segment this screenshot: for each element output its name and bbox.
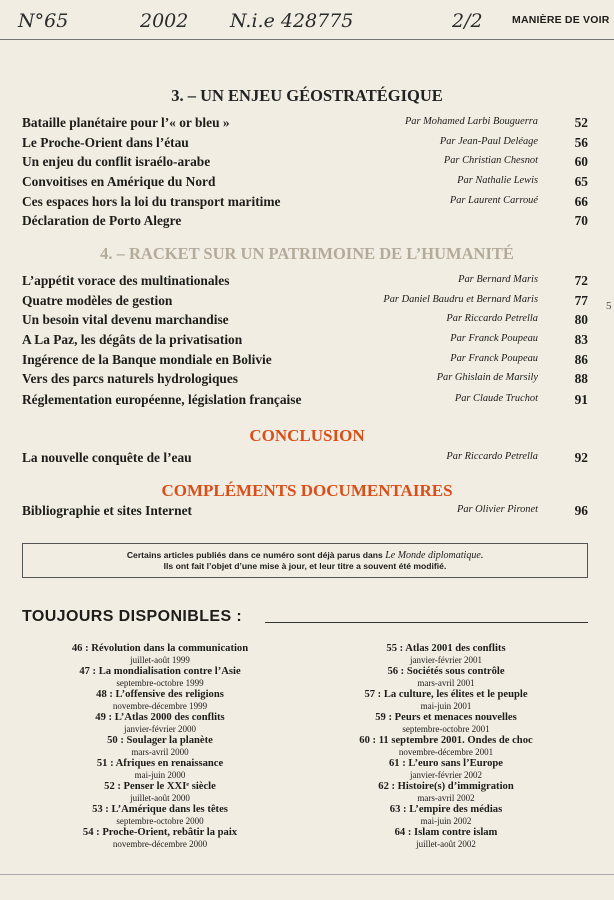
toc-entry-title: La nouvelle conquête de l’eau xyxy=(22,450,192,465)
issue-title: 57 : La culture, les élites et le peuple xyxy=(364,689,528,700)
toc-entry-page: 88 xyxy=(574,371,588,386)
issue-date: mars-avril 2002 xyxy=(417,793,475,803)
toc-entry-author: Par Jean-Paul Deléage xyxy=(439,136,538,147)
toc-entry-page: 52 xyxy=(574,115,588,130)
issue-title: 47 : La mondialisation contre l’Asie xyxy=(79,666,241,677)
toc-entry-author: Par Riccardo Petrella xyxy=(446,451,538,462)
toc-entry-title: Quatre modèles de gestion xyxy=(22,293,173,308)
issue-date: mai-juin 2002 xyxy=(420,816,472,826)
available-issue xyxy=(316,804,576,827)
note-line1-suffix: . xyxy=(480,550,484,560)
header-divider xyxy=(0,39,614,40)
issue-title: 56 : Sociétés sous contrôle xyxy=(387,666,505,677)
toc-entry-author: Par Mohamed Larbi Bouguerra xyxy=(404,116,538,127)
issue-title: 60 : 11 septembre 2001. Ondes de choc xyxy=(359,735,533,746)
note-line2: Ils ont fait l’objet d’une mise à jour, et leur titre a souvent été modifié. xyxy=(163,561,447,571)
toc-entry-author: Par Claude Truchot xyxy=(454,393,538,404)
conclusion-title: CONCLUSION xyxy=(249,426,365,445)
available-issue xyxy=(30,735,290,758)
toc-entry-title: Un enjeu du conflit israélo-arabe xyxy=(22,154,211,169)
toc-entry-title: Le Proche-Orient dans l’étau xyxy=(22,135,189,150)
available-issue xyxy=(316,666,576,689)
issue-date: novembre-décembre 1999 xyxy=(112,701,208,711)
toc-entry-author: Par Olivier Pironet xyxy=(457,504,538,515)
available-issue xyxy=(316,827,576,850)
toc-entry-author: Par Daniel Baudru et Bernard Maris xyxy=(383,294,538,305)
publication-brand: MANIÈRE DE VOIR xyxy=(512,14,610,26)
toc-entry xyxy=(22,174,588,192)
toc-entry-author: Par Christian Chesnot xyxy=(443,155,538,166)
issue-date: septembre-octobre 2001 xyxy=(402,724,490,734)
toc-entry-title: Réglementation européenne, législation française xyxy=(22,392,302,407)
complements-title: COMPLÉMENTS DOCUMENTAIRES xyxy=(161,481,453,500)
available-issue xyxy=(316,781,576,804)
available-issue xyxy=(30,666,290,689)
issue-title: 64 : Islam contre islam xyxy=(394,827,498,838)
toc-entry-author: Par Nathalie Lewis xyxy=(457,175,538,186)
issue-date: septembre-octobre 1999 xyxy=(116,678,204,688)
toc-entry-page: 86 xyxy=(574,352,588,367)
toc-entry xyxy=(22,371,588,389)
available-issues-right-column xyxy=(316,643,576,850)
available-issue xyxy=(30,827,290,850)
toc-entry-page: 72 xyxy=(574,273,588,288)
available-title-rule xyxy=(265,622,588,623)
toc-entry-page: 56 xyxy=(574,135,588,150)
issue-title: 61 : L’euro sans l’Europe xyxy=(388,758,503,769)
issue-title: 55 : Atlas 2001 des conflits xyxy=(386,643,506,654)
toc-entry xyxy=(22,352,588,370)
issue-date: novembre-décembre 2001 xyxy=(398,747,494,757)
section4-title: 4. – RACKET SUR UN PATRIMOINE DE L’HUMANITÉ xyxy=(100,244,514,263)
available-issues-title: TOUJOURS DISPONIBLES : xyxy=(22,608,243,625)
note-line1-prefix: Certains articles publiés dans ce numéro sont déjà parus dans xyxy=(126,550,386,560)
available-issue xyxy=(30,643,290,666)
issue-title: 53 : L’Amérique dans les têtes xyxy=(92,804,228,815)
toc-entry xyxy=(22,332,588,350)
toc-entry-author: Par Bernard Maris xyxy=(458,274,538,285)
toc-entry-author: Par Franck Poupeau xyxy=(450,333,538,344)
available-issue xyxy=(316,712,576,735)
toc-entry-page: 70 xyxy=(574,213,588,228)
toc-entry xyxy=(22,135,588,153)
toc-entry xyxy=(22,293,588,311)
toc-entry-author: Par Laurent Carroué xyxy=(449,195,538,206)
issue-date: juillet-août 2000 xyxy=(130,793,190,803)
toc-entry-title: Convoitises en Amérique du Nord xyxy=(22,174,216,189)
toc-entry-title: Ces espaces hors la loi du transport maritime xyxy=(22,194,281,209)
margin-page-number: 5 xyxy=(606,300,612,312)
editorial-note-box xyxy=(22,543,588,578)
available-issue xyxy=(316,689,576,712)
issue-date: mars-avril 2000 xyxy=(131,747,189,757)
page-bottom-rule xyxy=(0,874,614,875)
toc-entry-page: 66 xyxy=(574,194,588,209)
toc-entry xyxy=(22,194,588,212)
toc-entry xyxy=(22,312,588,330)
issue-date: septembre-octobre 2000 xyxy=(116,816,204,826)
toc-entry xyxy=(22,392,588,410)
toc-entry xyxy=(22,115,588,133)
issue-date: novembre-décembre 2000 xyxy=(112,839,208,849)
available-issue xyxy=(30,689,290,712)
issue-title: 52 : Penser le XXIᵉ siècle xyxy=(104,781,216,792)
toc-entry-page: 91 xyxy=(574,392,588,407)
toc-entry-title: Vers des parcs naturels hydrologiques xyxy=(22,371,239,386)
toc-entry-author: Par Ghislain de Marsily xyxy=(436,372,538,383)
toc-entry xyxy=(22,154,588,172)
available-issue xyxy=(30,758,290,781)
issue-title: 62 : Histoire(s) d’immigration xyxy=(378,781,514,792)
available-issue xyxy=(316,643,576,666)
issue-title: 59 : Peurs et menaces nouvelles xyxy=(375,712,517,723)
toc-entry-title: L’appétit vorace des multinationales xyxy=(22,273,230,288)
toc-entry-page: 65 xyxy=(574,174,588,189)
toc-entry-title: Bibliographie et sites Internet xyxy=(22,503,192,518)
issue-title: 50 : Soulager la planète xyxy=(107,735,213,746)
handwritten-page-count: 2/2 xyxy=(452,10,483,32)
available-issue xyxy=(316,758,576,781)
available-issue xyxy=(30,781,290,804)
toc-entry-title: A La Paz, les dégâts de la privatisation xyxy=(22,332,243,347)
issue-title: 49 : L’Atlas 2000 des conflits xyxy=(95,712,225,723)
available-issue xyxy=(30,712,290,735)
issue-title: 46 : Révolution dans la communication xyxy=(71,643,249,654)
toc-entry-page: 60 xyxy=(574,154,588,169)
issue-date: janvier-février 2000 xyxy=(123,724,197,734)
issue-title: 51 : Afriques en renaissance xyxy=(96,758,224,769)
issue-title: 63 : L’empire des médias xyxy=(389,804,503,815)
toc-entry xyxy=(22,503,588,521)
toc-entry-author: Par Riccardo Petrella xyxy=(446,313,538,324)
issue-date: mai-juin 2000 xyxy=(134,770,186,780)
toc-entry-author: Par Franck Poupeau xyxy=(450,353,538,364)
note-journal-name: Le Monde diplomatique xyxy=(385,550,481,561)
toc-entry-page: 96 xyxy=(574,503,588,518)
issue-date: janvier-février 2002 xyxy=(409,770,483,780)
issue-date: juillet-août 2002 xyxy=(416,839,476,849)
available-issue xyxy=(316,735,576,758)
toc-entry xyxy=(22,273,588,291)
toc-entry-title: Bataille planétaire pour l’« or bleu » xyxy=(22,115,230,130)
section3-title: 3. – UN ENJEU GÉOSTRATÉGIQUE xyxy=(171,86,443,105)
toc-entry xyxy=(22,450,588,468)
available-issues-left-column xyxy=(30,643,290,850)
toc-entry-title: Un besoin vital devenu marchandise xyxy=(22,312,229,327)
toc-entry-title: Ingérence de la Banque mondiale en Bolivie xyxy=(22,352,272,367)
toc-entry-title: Déclaration de Porto Alegre xyxy=(22,213,182,228)
issue-title: 54 : Proche-Orient, rebâtir la paix xyxy=(82,827,238,838)
handwritten-reference: N.i.e 428775 xyxy=(230,10,354,32)
handwritten-issue-number: N°65 xyxy=(18,10,69,32)
toc-entry-page: 77 xyxy=(574,293,588,308)
handwritten-year: 2002 xyxy=(140,10,189,32)
issue-date: mai-juin 2001 xyxy=(420,701,472,711)
issue-title: 48 : L’offensive des religions xyxy=(96,689,224,700)
available-issue xyxy=(30,804,290,827)
page-header xyxy=(0,0,614,40)
toc-entry-page: 92 xyxy=(574,450,588,465)
toc-entry-page: 83 xyxy=(574,332,588,347)
toc-entry xyxy=(22,213,588,231)
issue-date: mars-avril 2001 xyxy=(417,678,475,688)
issue-date: juillet-août 1999 xyxy=(130,655,190,665)
toc-entry-page: 80 xyxy=(574,312,588,327)
issue-date: janvier-février 2001 xyxy=(409,655,483,665)
